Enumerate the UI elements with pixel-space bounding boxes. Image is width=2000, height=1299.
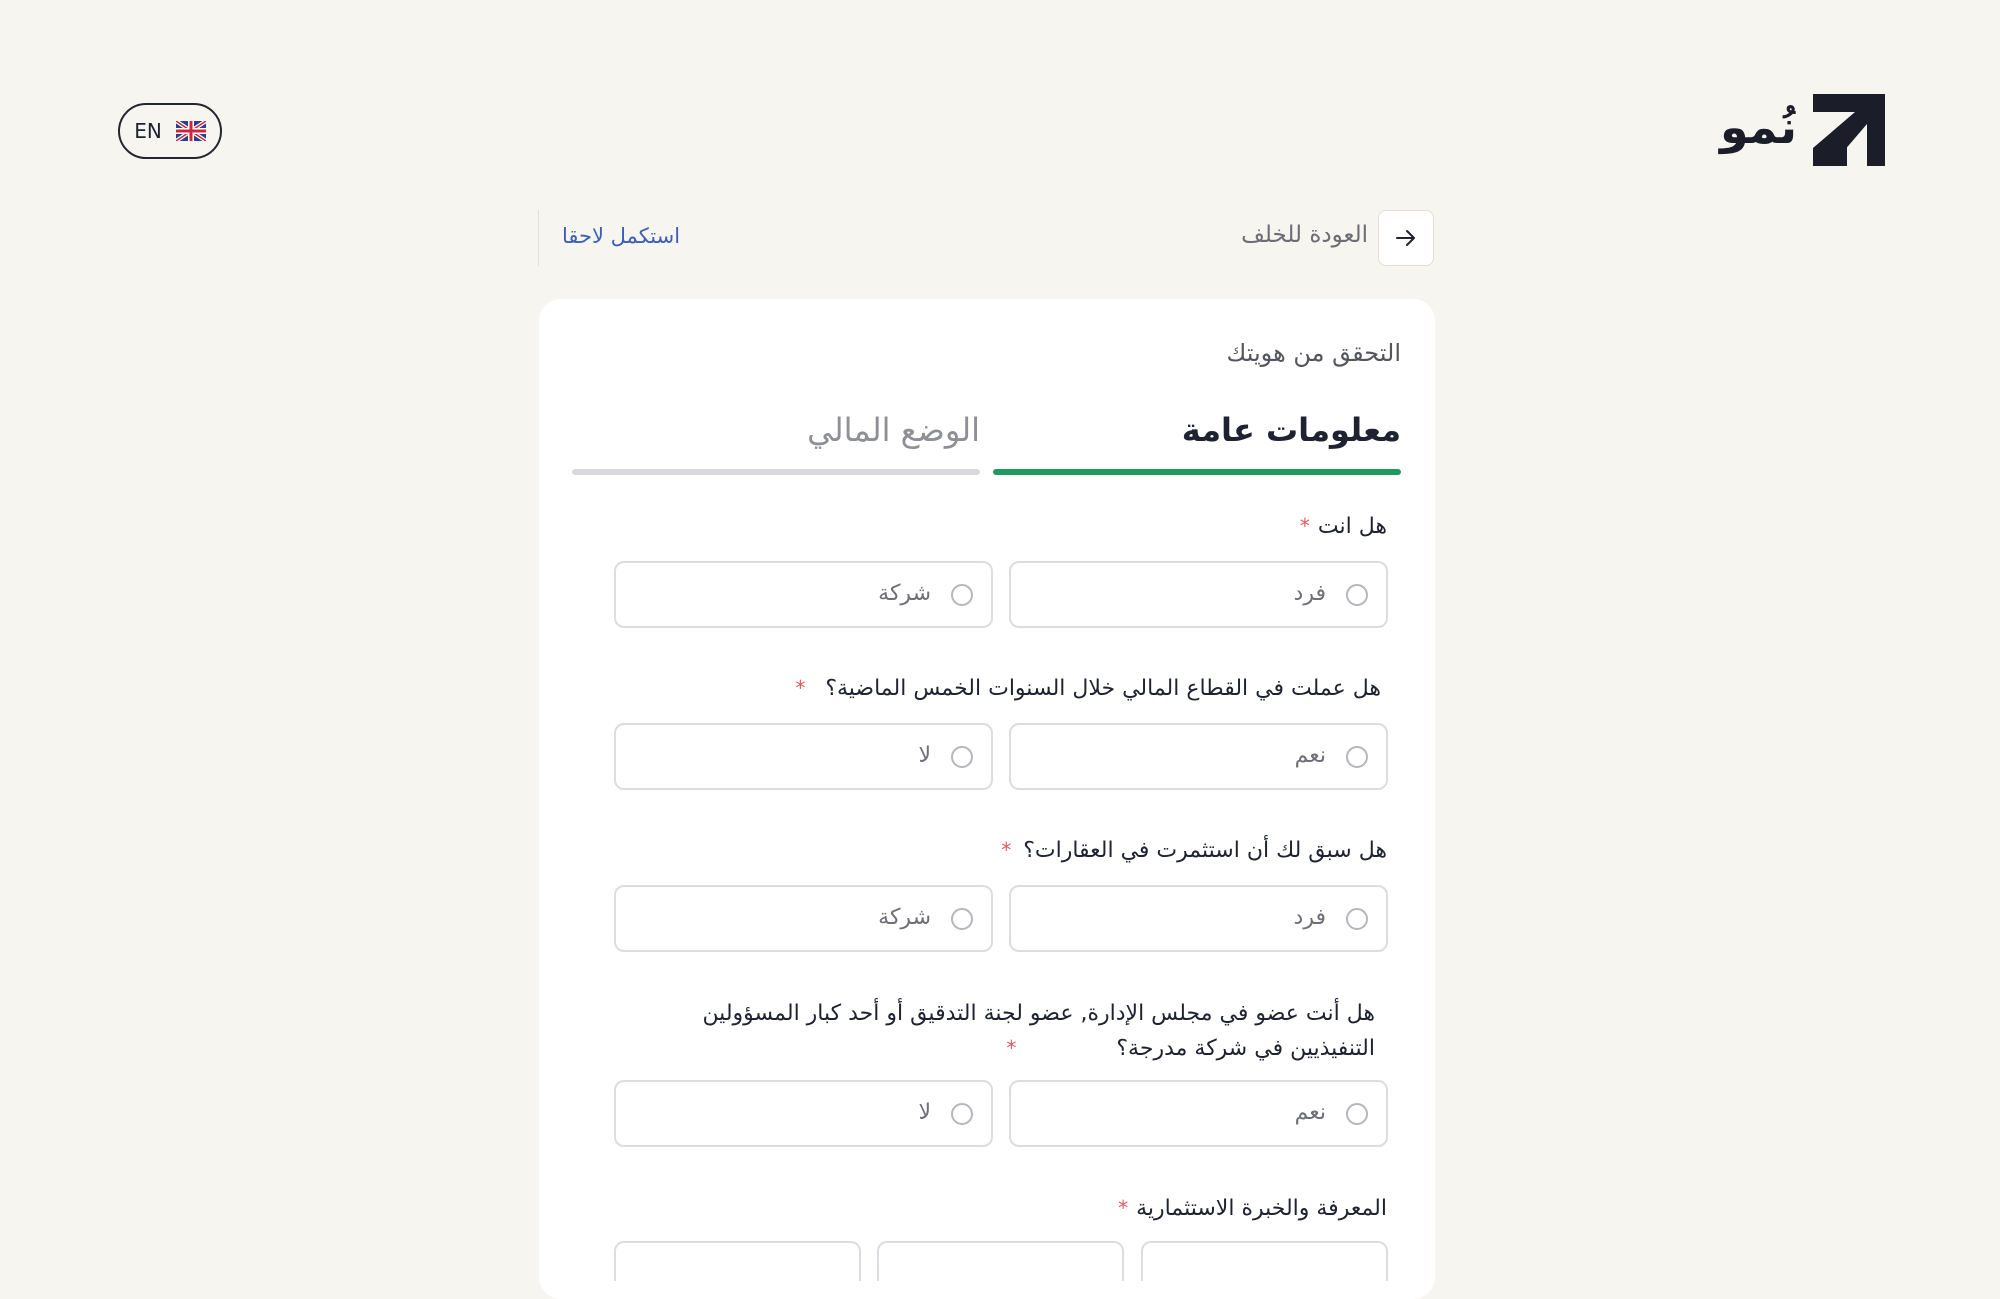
- radio-option[interactable]: [1009, 723, 1388, 790]
- radio-option[interactable]: [1009, 1080, 1388, 1147]
- question-text: هل انت: [1317, 514, 1387, 539]
- choice-option[interactable]: [877, 1241, 1124, 1281]
- required-mark: *: [1006, 1036, 1017, 1060]
- continue-later-link[interactable]: استكمل لاحقا: [562, 224, 681, 248]
- required-mark: *: [795, 676, 806, 700]
- divider: [538, 210, 539, 266]
- radio-option[interactable]: [1009, 885, 1388, 952]
- radio-button[interactable]: [951, 908, 973, 930]
- required-mark: *: [1001, 838, 1012, 862]
- card-title: التحقق من هويتك: [1226, 339, 1401, 367]
- radio-button[interactable]: [951, 1103, 973, 1125]
- option-label: لا: [918, 1100, 931, 1125]
- tab-label: الوضع المالي: [807, 411, 980, 449]
- radio-option[interactable]: [614, 723, 993, 790]
- question-label: [1300, 509, 1387, 544]
- question-text: هل أنت عضو في مجلس الإدارة, عضو لجنة التدقيق أو أحد كبار المسؤولين التنفيذيين في شركة مدرجة؟: [702, 1001, 1375, 1061]
- option-label: فرد: [1293, 581, 1326, 606]
- radio-option[interactable]: [1009, 561, 1388, 628]
- option-label: شركة: [878, 905, 931, 930]
- tab-label: معلومات عامة: [1181, 411, 1401, 449]
- question-text: هل سبق لك أن استثمرت في العقارات؟: [1023, 838, 1387, 863]
- option-label: فرد: [1293, 905, 1326, 930]
- option-label: شركة: [878, 581, 931, 606]
- required-mark: *: [1118, 1196, 1129, 1220]
- tab-progress-bar: [993, 469, 1401, 475]
- option-label: نعم: [1294, 1100, 1326, 1125]
- radio-button[interactable]: [1346, 1103, 1368, 1125]
- verification-card: [539, 299, 1435, 1299]
- radio-option[interactable]: [614, 1080, 993, 1147]
- arrow-up-right-logo-icon: [1813, 94, 1885, 166]
- required-mark: *: [1299, 514, 1310, 538]
- radio-button[interactable]: [1346, 908, 1368, 930]
- question-text: المعرفة والخبرة الاستثمارية: [1136, 1196, 1387, 1221]
- question-label: [795, 671, 1381, 706]
- radio-button[interactable]: [1346, 584, 1368, 606]
- tab-general-info[interactable]: [993, 411, 1401, 475]
- uk-flag-icon: [176, 121, 206, 141]
- brand-name: نُمو: [1720, 100, 1797, 154]
- arrow-right-icon: [1394, 226, 1418, 250]
- question-label: [1118, 1191, 1387, 1226]
- tab-progress-bar: [572, 469, 980, 475]
- language-toggle[interactable]: [118, 103, 222, 159]
- choice-option[interactable]: [614, 1241, 861, 1281]
- back-button[interactable]: [1378, 210, 1434, 266]
- radio-button[interactable]: [951, 746, 973, 768]
- back-label[interactable]: العودة للخلف: [1241, 222, 1368, 248]
- brand-logo[interactable]: [1720, 90, 1885, 170]
- question-text: هل عملت في القطاع المالي خلال السنوات الخمس الماضية؟: [825, 676, 1381, 701]
- question-label: [1001, 833, 1387, 868]
- question-label: [675, 997, 1375, 1066]
- language-code: EN: [134, 119, 162, 143]
- option-label: نعم: [1294, 743, 1326, 768]
- radio-option[interactable]: [614, 561, 993, 628]
- tab-financial-status[interactable]: [572, 411, 980, 475]
- radio-button[interactable]: [1346, 746, 1368, 768]
- radio-option[interactable]: [614, 885, 993, 952]
- option-label: لا: [918, 743, 931, 768]
- choice-option[interactable]: [1141, 1241, 1388, 1281]
- radio-button[interactable]: [951, 584, 973, 606]
- form-navigation: [538, 210, 1434, 266]
